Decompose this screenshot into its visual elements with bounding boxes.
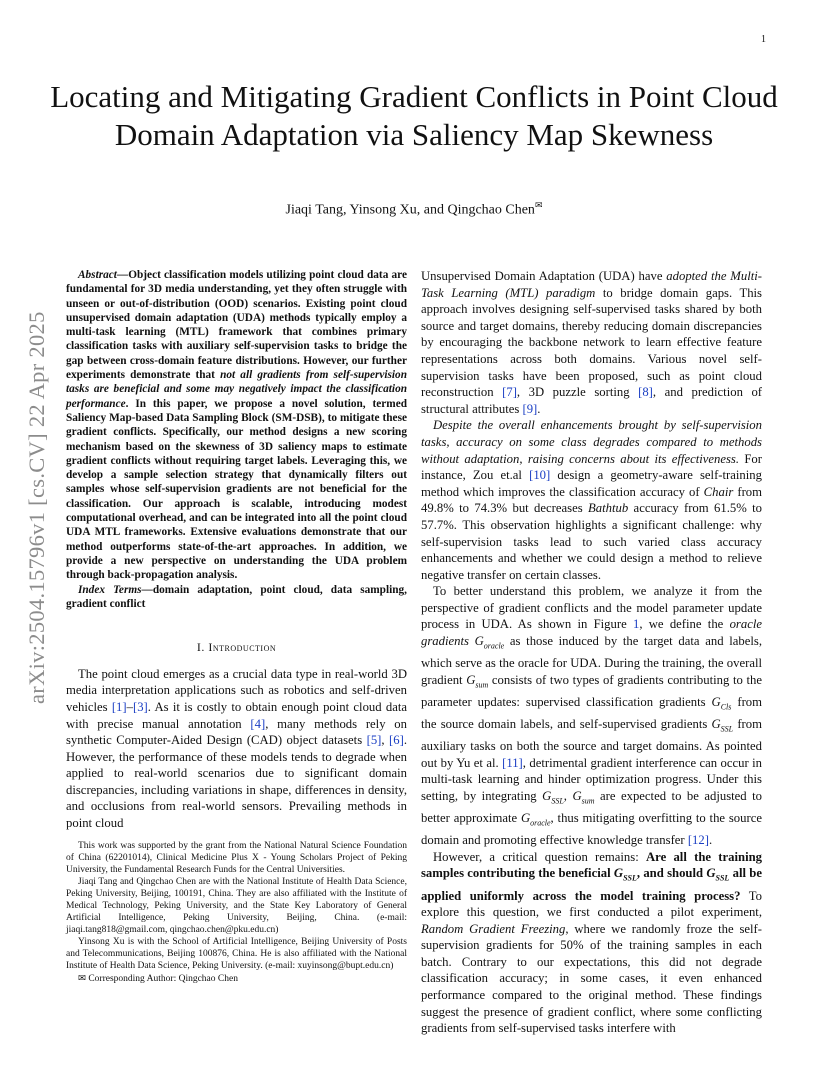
index-terms-label: Index Terms xyxy=(78,583,142,596)
body-text: To explore this question, we first conducted a pilot experiment, xyxy=(421,888,762,920)
body-text: Unsupervised Domain Adaptation (UDA) have xyxy=(421,269,667,283)
citation-link[interactable]: [5] xyxy=(366,733,382,748)
math-base: G xyxy=(711,717,721,732)
arxiv-stamp: arXiv:2504.15796v1 [cs.CV] 22 Apr 2025 xyxy=(24,311,49,705)
math-base: G xyxy=(466,672,476,687)
math-symbol xyxy=(520,811,551,828)
body-text: , detrimental gradient interference can occur in multi-task learning and hinder optimization progress. Under this setting, by integrating xyxy=(421,755,762,803)
abstract xyxy=(66,268,407,583)
abstract-text-2: . In this paper, we propose a novel solution, termed Saliency Map-based Data Sampling Block (SM-DSB), to mitigate these gradient conflicts. Specifically, our method designs a new scoring mechanism based on the skewness of 3D saliency maps to estimate gradient conflicts without requiring target labels. Leveraging this, we develop a sample selection strategy that dynamically filters out samples whose self-supervision gradients are not beneficial for the classification. Our approach is scalable, introducing modest computational overhead, and can be integrated into all the point cloud UDA MTL frameworks. Extensive evaluations demonstrate that our method outperforms state-of-the-art approaches. In addition, we provide a new perspective on understanding the UDA problem through back-propagation analysis. xyxy=(66,397,407,582)
body-bold: Are all the training samples contributing the beneficial xyxy=(421,849,762,881)
math-symbol xyxy=(542,788,564,806)
citation-link[interactable]: [7] xyxy=(502,385,517,400)
math-symbol xyxy=(711,694,732,712)
abstract-text-1: —Object classification models utilizing point cloud data are fundamental for 3D media understanding, yet they often struggle with unseen or out-of-distribution (OOD) scenarios. Existing point cloud unsupervised domain adaptation (UDA) methods typically employ a multi-task learning (MTL) framework that combines primary classification tasks with auxiliary self-supervision tasks to bridge the gap between cross-domain feature distributions. However, our further experiments demonstrate that xyxy=(66,269,407,382)
body-bold: all be applied uniformly across the model training process? xyxy=(421,866,762,903)
body-italic: oracle gradients xyxy=(421,617,762,649)
body-text: , 3D puzzle sorting xyxy=(516,385,639,400)
body-bold: , and should xyxy=(636,866,707,881)
body-paragraph-3 xyxy=(421,583,762,849)
body-text: , we define the xyxy=(639,617,730,632)
body-italic: adopted the Multi-Task Learning (MTL) paradigm xyxy=(421,269,762,300)
body-text: For instance, Zou et.al xyxy=(421,451,762,483)
math-base: G xyxy=(474,634,484,649)
citation-link[interactable]: [9] xyxy=(522,401,538,416)
body-text: However, a critical question remains: xyxy=(433,849,646,864)
math-symbol xyxy=(466,672,489,690)
body-text: , where we randomly froze the self-supervision gradients for 50% of the training samples in each batch. Contrary to our expectations, this did not degrade classification accuracy; in some cases, it even enhanced performance compared to the original method. These findings suggest the presence of gradient conflict, where some conflicting gradients from self-supervised tasks interfere with xyxy=(421,921,762,1036)
citation-link[interactable]: [11] xyxy=(502,755,523,770)
section-heading xyxy=(66,639,407,656)
footnote-affiliation-1: Jiaqi Tang and Qingchao Chen are with the National Institute of Health Data Science, Peking University, Beijing, 100191, China. They are also affiliated with the Institute of Medical Technology, Peking University, and the State Key Laboratory of General Artificial Intelligence, Peking University, Beijing, China. (e-mail: jiaqi.tang818@gmail.com, qingchao.chen@pku.edu.cn) xyxy=(66,877,407,935)
right-column xyxy=(421,268,762,1037)
body-text: To better understand this problem, we analyze it from the perspective of gradient conflicts and the model parameter update process in UDA. As shown in Figure xyxy=(421,584,762,632)
math-subscript: sum xyxy=(475,680,489,690)
body-text: from auxiliary tasks on both the source and target domains. As pointed out by Yu et al. xyxy=(421,717,762,770)
body-paragraph-1 xyxy=(421,268,762,417)
intro-paragraph xyxy=(66,666,407,832)
body-text: from 49.8% to 74.3% but decreases xyxy=(421,484,763,516)
index-terms-text: —domain adaptation, point cloud, data sampling, gradient conflict xyxy=(66,583,407,610)
body-text: , xyxy=(563,788,573,803)
left-column xyxy=(66,268,407,832)
math-subscript: oracle xyxy=(483,641,505,651)
body-italic: Random Gradient Freezing xyxy=(421,921,566,936)
math-base: G xyxy=(542,788,552,803)
math-symbol xyxy=(711,717,734,734)
math-base: G xyxy=(706,866,716,881)
body-italic: Chair xyxy=(703,484,734,499)
author-names: Jiaqi Tang, Yinsong Xu, and Qingchao Chen xyxy=(285,202,535,218)
intro-text: – xyxy=(126,699,133,714)
math-symbol xyxy=(706,866,730,883)
body-text: . xyxy=(708,833,713,848)
page-number: 1 xyxy=(761,34,766,45)
body-text: accuracy from 61.5% to 57.7%. This observation highlights a significant challenge: why self-supervision tasks lead to such varied class accuracy enhancements and whether we could design a method to relieve negative transfer on certain classes. xyxy=(421,501,762,582)
citation-link[interactable]: [10] xyxy=(529,468,551,483)
footnote-affiliation-2: Yinsong Xu is with the School of Artificial Intelligence, Beijing University of Posts and Telecommunications, Beijing 100876, China. He is also affiliated with the National Institute of Health Data Science, Peking University. (e-mail: xuyinsong@bupt.edu.cn) xyxy=(66,937,407,971)
citation-link[interactable]: [4] xyxy=(250,716,266,731)
footnote-corresponding: ✉ Corresponding Author: Qingchao Chen xyxy=(78,973,238,984)
math-symbol xyxy=(613,866,637,883)
math-subscript: SSL xyxy=(551,796,564,806)
paper-title: Locating and Mitigating Gradient Conflicts in Point Cloud Domain Adaptation via Saliency Map Skewness xyxy=(50,79,778,152)
footnotes xyxy=(66,841,407,987)
intro-text: , many methods rely on synthetic Computer-Aided Design (CAD) object datasets xyxy=(66,716,407,748)
math-subscript: sum xyxy=(581,796,595,806)
math-subscript: SSL xyxy=(720,724,734,734)
body-paragraph-4 xyxy=(421,849,762,1037)
math-subscript: SSL xyxy=(623,873,637,883)
figure-link[interactable]: 1 xyxy=(632,617,640,632)
body-text: are expected to be adjusted to better approximate xyxy=(421,788,763,826)
corresponding-author-icon: ✉ xyxy=(534,200,543,210)
body-text: design a geometry-aware self-training method which improves the classification accuracy of xyxy=(421,468,762,499)
body-text: consists of two types of gradients contributing to the parameter updates: supervised classification gradients xyxy=(421,672,762,709)
body-text: as those induced by the target data and labels, which serve as the oracle for UDA. During the training, the overall gradient xyxy=(421,634,762,687)
intro-text: . As it is costly to obtain enough point cloud data with precise manual annotation xyxy=(66,699,407,731)
citation-link[interactable]: [3] xyxy=(132,699,148,714)
math-base: G xyxy=(520,811,531,826)
body-text: from the source domain labels, and self-supervised gradients xyxy=(421,694,763,732)
body-paragraph-2 xyxy=(421,417,762,583)
citation-link[interactable]: [6] xyxy=(389,733,404,748)
citation-link[interactable]: [8] xyxy=(638,385,653,400)
section-number: I. xyxy=(196,640,205,655)
citation-link[interactable]: [12] xyxy=(687,833,709,848)
body-text: to bridge domain gaps. This approach involves designing self-supervised tasks shared by both source and target domains, thereby reducing domain discrepancies by encouraging the backbone network to learn effective feature representations across both domains. Various novel self-supervision tasks have been proposed, such as point cloud reconstruction xyxy=(421,285,762,400)
intro-text: The point cloud emerges as a crucial data type in real-world 3D media interpretation applications such as robotics and self-driven vehicles xyxy=(66,666,407,714)
math-symbol xyxy=(572,788,595,806)
body-italic: Despite the overall enhancements brought by self-supervision tasks, accuracy on some class degrades compared to methods without adaptation, raising concerns about its effectiveness. xyxy=(421,418,762,466)
math-subscript: Cls xyxy=(720,702,732,712)
abstract-label: Abstract xyxy=(78,269,117,281)
intro-text: . However, the performance of these models tends to degrade when applied to real-world scenarios due to significant domain discrepancies, including variations in shape, differences in density, and occlusions from real-world sensors. Prevailing methods in point cloud xyxy=(66,733,408,831)
body-text: . xyxy=(537,401,541,416)
math-base: G xyxy=(711,694,721,709)
math-base: G xyxy=(613,866,624,881)
section-title: Introduction xyxy=(208,640,277,655)
math-subscript: oracle xyxy=(530,818,551,828)
math-base: G xyxy=(572,788,582,803)
body-text: , thus mitigating overfitting to the source domain and promoting effective knowledge transfer xyxy=(421,811,762,848)
math-symbol xyxy=(474,634,505,651)
body-text: , and prediction of structural attributes xyxy=(421,385,763,416)
body-italic: Bathtub xyxy=(588,501,629,516)
intro-text: , xyxy=(381,733,390,748)
citation-link[interactable]: [1] xyxy=(111,699,127,714)
author-list xyxy=(40,200,788,219)
index-terms xyxy=(66,583,407,612)
math-subscript: SSL xyxy=(715,873,730,883)
footnote-funding: This work was supported by the grant from the National Natural Science Foundation of China (62201014), Clinical Medicine Plus X - Young Scholars Project of Peking University, the Fundamental Research Funds for the Central Universities. xyxy=(66,841,407,875)
abstract-italic: not all gradients from self-supervision tasks are beneficial and some may negatively impact the classification performance xyxy=(66,369,407,410)
